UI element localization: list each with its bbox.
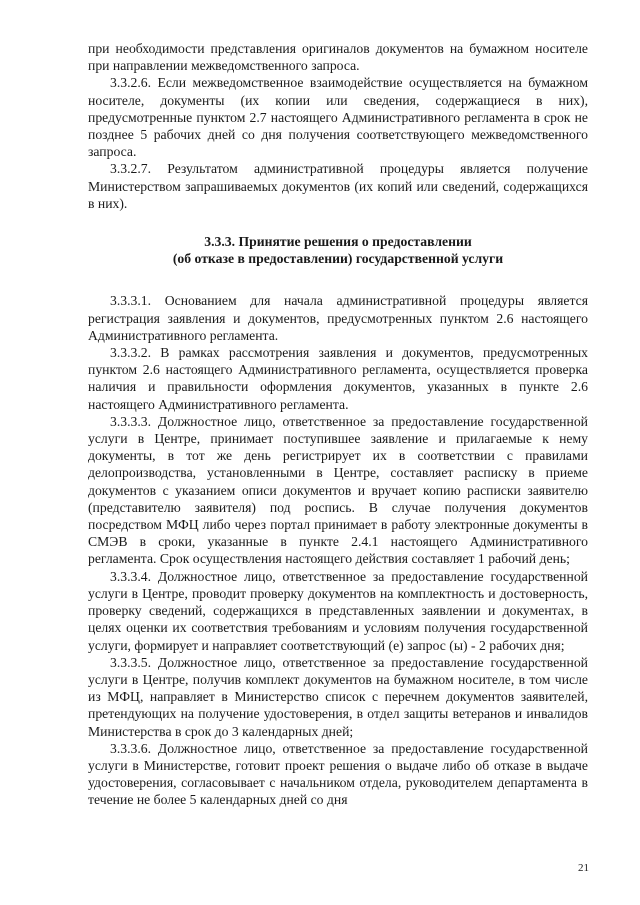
paragraph-3-3-3-2: 3.3.3.2. В рамках рассмотрения заявления и документов, предусмотренных пунктом 2.6 настоящего Административного регламента, осуществляется проверка наличия и правильности оформления документов, указанных в пункте 2.6 настоящего Административного регламента. <box>88 345 588 412</box>
document-page <box>88 40 588 809</box>
page-number: 21 <box>578 862 589 874</box>
paragraph-3-3-3-5: 3.3.3.5. Должностное лицо, ответственное за предоставление государственной услуги в Центре, получив комплект документов на бумажном носителе, в том числе из МФЦ, направляет в Министерство список с перечнем документов заявителей, претендующих на получение удостоверения, в отдел защиты ветеранов и инвалидов Министерства в срок до 3 календарных дней; <box>88 654 588 739</box>
paragraph-3-3-3-1: 3.3.3.1. Основанием для начала административной процедуры является регистрация заявления и документов, предусмотренных пунктом 2.6 настоящего Административного регламента. <box>88 293 588 343</box>
paragraph-3-3-3-6: 3.3.3.6. Должностное лицо, ответственное за предоставление государственной услуги в Министерстве, готовит проект решения о выдаче либо об отказе в выдаче удостоверения, согласовывает с начальником отдела, руководителем департамента в течение не более 5 календарных дней со дня <box>88 740 588 808</box>
paragraph-continuation: при необходимости представления оригиналов документов на бумажном носителе при направлении межведомственного запроса. <box>88 41 588 74</box>
section-heading-line-2: (об отказе в предоставлении) государственной услуги <box>172 251 504 267</box>
section-heading <box>88 233 588 267</box>
paragraph-3-3-3-3: 3.3.3.3. Должностное лицо, ответственное за предоставление государственной услуги в Центре, принимает поступившее заявление и прилагаемые к нему документы, в тот же день регистрирует их в соответствии с правилами делопроизводства, установленными в Центре, составляет расписку в приеме документов с указанием описи документов и вручает копию расписки заявителю (представителю заявителя) под роспись. В случае получения документов посредством МФЦ либо через портал принимает в работу электронные документы в СМЭВ в сроки, указанные в пункте 2.4.1 настоящего Административного регламента. Срок осуществления настоящего действия составляет 1 рабочий день; <box>88 413 588 567</box>
section-heading-line-1: 3.3.3. Принятие решения о предоставлении <box>204 234 472 250</box>
paragraph-3-3-3-4: 3.3.3.4. Должностное лицо, ответственное за предоставление государственной услуги в Центре, проводит проверку документов на комплектность и достоверность, проверку сведений, содержащихся в представленных заявлении и документах, в целях оценки их соответствия требованиям и условиям получения государственной услуги, формирует и направляет соответствующий (е) запрос (ы) - 2 рабочих дня; <box>88 568 588 653</box>
paragraph-3-3-2-6: 3.3.2.6. Если межведомственное взаимодействие осуществляется на бумажном носителе, документы (их копии или сведения, содержащиеся в них), предусмотренные пунктом 2.7 настоящего Административного регламента в срок не позднее 5 рабочих дней со дня получения соответствующего межведомственного запроса. <box>88 75 588 160</box>
paragraph-3-3-2-7: 3.3.2.7. Результатом административной процедуры является получение Министерством запрашиваемых документов (их копий или сведений, содержащихся в них). <box>88 161 588 211</box>
